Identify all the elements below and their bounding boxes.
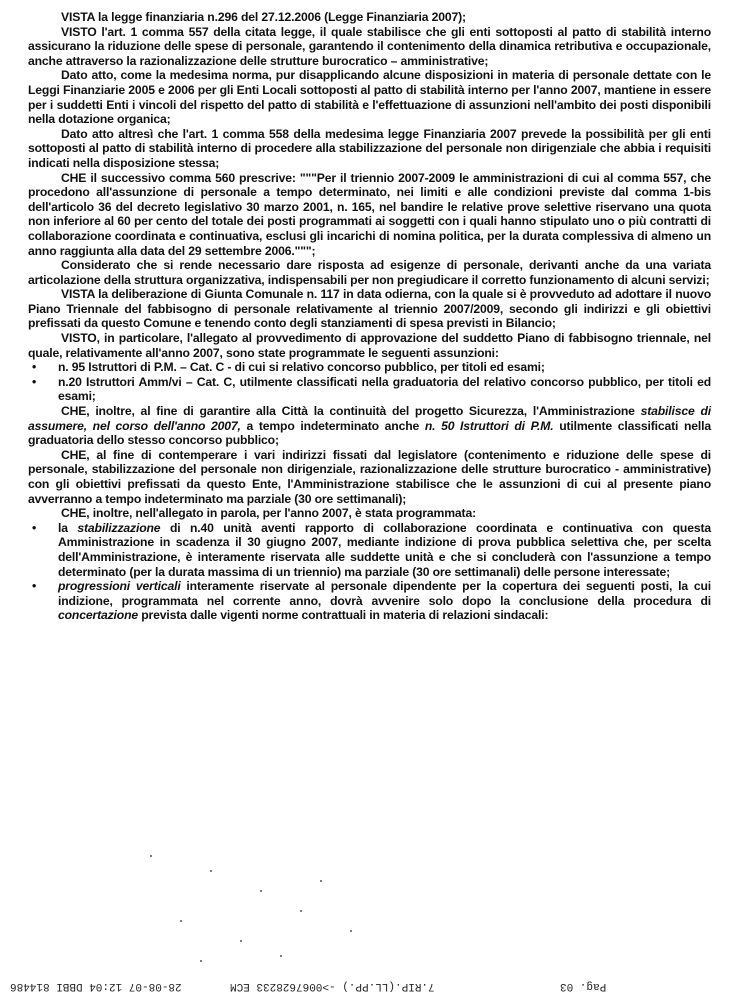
fax-sender-line: 7.RIP.(LL.PP.) ->0067628233 ECM bbox=[230, 980, 435, 992]
header-line: VISTA la legge finanziaria n.296 del 27.12.2006 (Legge Finanziaria 2007); bbox=[61, 10, 466, 24]
list-item bbox=[32, 579, 711, 623]
paragraph-dato-atto-558: Dato atto altresì che l'art. 1 comma 558 della medesima legge Finanziaria 2007 prevede la possibilità per gli enti sottoposti al patto di stabilità interno di procedere alla stabilizzazione del personale non dirigenziale che abbia i requisiti indicati nella disposizione stessa; bbox=[28, 126, 711, 170]
list-item bbox=[32, 360, 711, 375]
programmata-list bbox=[28, 521, 711, 623]
speck bbox=[150, 855, 152, 857]
speck bbox=[350, 930, 352, 932]
speck bbox=[210, 870, 212, 872]
paragraph-programmata: CHE, inoltre, nell'allegato in parola, per l'anno 2007, è stata programmata: bbox=[61, 506, 476, 521]
speck bbox=[280, 955, 282, 957]
paragraph-sicurezza bbox=[28, 404, 711, 448]
speck bbox=[260, 890, 262, 892]
bullet-icon: • bbox=[32, 374, 37, 389]
fax-footer bbox=[0, 972, 737, 1000]
paragraph-visto-557: VISTO l'art. 1 comma 557 della citata legge, il quale stabilisce che gli enti sottoposti al patto di stabilità interno assicurano la riduzione delle spese di personale, garantendo il contenimento della dinamica retributiva e occupazionale, anche attraverso la razionalizzazione delle strutture burocratico – amministrative; bbox=[28, 24, 711, 68]
bullet-icon: • bbox=[32, 360, 37, 375]
text-run: interamente riservate al personale dipendente per la copertura dei seguenti posti, la cui indizione, programmata nel corrente anno, dovrà avvenire solo dopo la conclusione della procedura di bbox=[58, 579, 711, 608]
speck bbox=[300, 910, 302, 912]
text-run-italic: progressioni verticali bbox=[58, 579, 181, 594]
text-run-italic: concertazione bbox=[58, 608, 139, 623]
bullet-icon: • bbox=[32, 579, 37, 594]
paragraph-considerato: Considerato che si rende necessario dare risposta ad esigenze di personale, derivanti anche da una variata articolazione della struttura organizzativa, indispensabili per non pregiudicare il corretto funzionamento di alcuni servizi; bbox=[28, 258, 711, 287]
paragraph-comma-560: CHE il successivo comma 560 prescrive: """Per il triennio 2007-2009 le amministrazioni di cui al comma 557, che procedono all'assunzione di personale a tempo determinato, nei limiti e alle condizioni previste dal comma 1-bis dell'articolo 36 del decreto legislativo 30 marzo 2001, n. 165, nel bandire le relative prove selettive riservano una quota non inferiore al 60 per cento del totale dei posti programmati ai soggetti con i quali hanno stipulato uno o più contratti di collaborazione coordinata e continuativa, esclusi gli incarichi di nomina politica, per la durata complessiva di almeno un anno raggiunta alla data del 29 settembre 2006."""; bbox=[28, 170, 711, 258]
list-item bbox=[32, 374, 711, 404]
assunzioni-list bbox=[28, 360, 711, 404]
text-run: a tempo indeterminato anche bbox=[240, 418, 425, 433]
bullet-icon: • bbox=[32, 520, 37, 535]
paragraph-dato-atto: Dato atto, come la medesima norma, pur disapplicando alcune disposizioni in materia di personale dettate con le Leggi Finanziarie 2005 e 2006 per gli Enti Locali sottoposti al patto di stabilità interno per l'anno 2007, mantiene in essere per i suddetti Enti i vincoli del rispetto del patto di stabilità e l'effettuazione di assunzioni nell'ambito dei posti disponibili nella dotazione organica; bbox=[28, 68, 711, 127]
list-item-text: n.20 Istruttori Amm/vi – Cat. C, utilmente classificati nella graduatoria del relativo concorso pubblico, per titoli ed esami; bbox=[58, 374, 711, 404]
fax-timestamp: 28-08-07 12:04 DBBI 814486 bbox=[10, 980, 182, 992]
text-run: CHE, inoltre, al fine di garantire alla Città la continuità del progetto Sicurezza, l'Amministrazione bbox=[61, 404, 641, 419]
document-body bbox=[28, 10, 711, 623]
text-run-italic: stabilisce di assumere, nel corso dell'anno 2007, bbox=[28, 404, 711, 433]
paragraph-contemperare: CHE, al fine di contemperare i vari indirizzi fissati dal legislatore (contenimento e riduzione delle spese di personale, stabilizzazione del personale non dirigenziale, razionalizzazione delle strutture burocratico - amministrative) con gli obiettivi prefissati da questo Ente, l'Amministrazione stabilisce che le assunzioni di cui al presente piano avverranno a tempo indeterminato ma parziale (30 ore settimanali); bbox=[28, 447, 711, 506]
speck bbox=[240, 940, 242, 942]
text-run: utilmente classificati nella graduatoria dello stesso concorso pubblico; bbox=[28, 418, 711, 448]
fax-page-number: Pag. 03 bbox=[560, 980, 607, 992]
text-run-italic: stabilizzazione bbox=[77, 520, 161, 535]
text-run: prevista dalle vigenti norme contrattuali in materia di relazioni sindacali: bbox=[138, 608, 549, 623]
text-run-italic: n. 50 Istruttori di P.M. bbox=[424, 418, 554, 433]
list-item-text: n. 95 Istruttori di P.M. – Cat. C - di cui si relativo concorso pubblico, per titoli ed esami; bbox=[58, 360, 545, 375]
text-run: di n.40 unità aventi rapporto di collaborazione coordinata e continuativa con questa Amministrazione in scadenza il 30 giugno 2007, mediante indizione di prova pubblica selettiva che, per scelta dell'Amministrazione, è interamente riservata alle suddette unità e che si concluderà con l'assunzione a tempo determinato (per la durata massima di un triennio) ma parziale (30 ore settimanali) delle persone interessate; bbox=[58, 520, 711, 579]
speck bbox=[320, 880, 322, 882]
paragraph-visto-allegato: VISTO, in particolare, l'allegato al provvedimento di approvazione del suddetto Piano di fabbisogno triennale, nel quale, relativamente all'anno 2007, sono state programmate le seguenti assunzioni: bbox=[28, 331, 711, 360]
speck bbox=[180, 920, 182, 922]
text-run: la bbox=[58, 520, 78, 535]
list-item bbox=[32, 520, 711, 579]
paragraph-vista-deliberazione: VISTA la deliberazione di Giunta Comunale n. 117 in data odierna, con la quale si è provveduto ad adottare il nuovo Piano Triennale del fabbisogno di personale relativamente al triennio 2007/2009, secondo gli indirizzi e gli obiettivi prefissati da questo Comune e tenendo conto degli stanziamenti di spesa previsti in Bilancio; bbox=[28, 287, 711, 331]
speck bbox=[200, 960, 202, 962]
